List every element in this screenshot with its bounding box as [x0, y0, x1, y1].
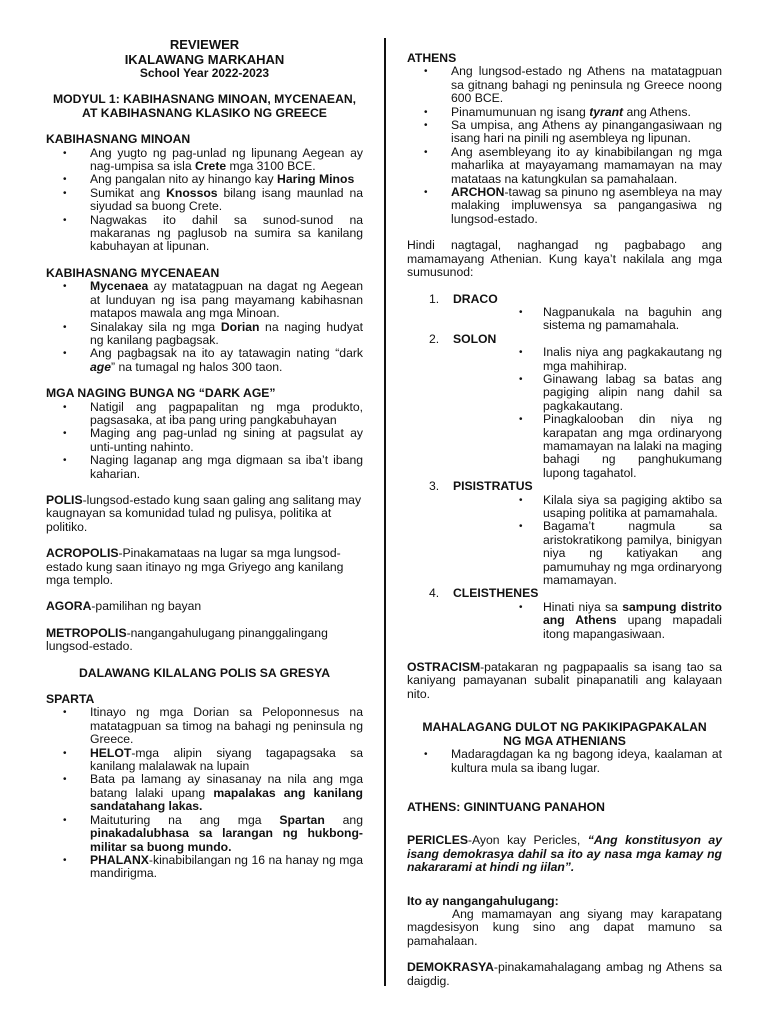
list-item: • Pinamumunuan ng isang tyrant ang Athens. [407, 106, 722, 119]
list-item: • ARCHON-tawag sa pinuno ng asembleya na may malaking impluwensya sa pangangasiwa ng lungsod-estado. [407, 186, 722, 226]
list-item: • HELOT-mga alipin siyang tagapagsaka sa kanilang malalawak na lupain [46, 747, 363, 774]
right-column [407, 52, 722, 988]
list-item: • Bata pa lamang ay sinasanay na nila ang mga batang lalaki upang mapalakas ang kanilang sandatahang lakas. [46, 773, 363, 813]
list-item: • Ang lungsod-estado ng Athens na matatagpuan sa gitnang bahagi ng peninsula ng Greece noong 600 BCE. [407, 65, 722, 105]
module-title-line1: MODYUL 1: KABIHASNANG MINOAN, MYCENAEAN, [52, 92, 357, 107]
leader-item: 4. CLEISTHENES • Hinati niya sa sampung distrito ang Athens upang mapadali itong mapangasiwaan. [407, 587, 722, 641]
mahalagang-dulot-list [407, 748, 722, 775]
list-item: • PHALANX-kinabibilangan ng 16 na hanay ng mga mandirigma. [46, 854, 363, 881]
list-item: • Sa umpisa, ang Athens ay pinangangasiwaan ng isang hari na pinili ng asembleya ng lipunan. [407, 119, 722, 146]
athens-intro: Hindi nagtagal, naghangad ng pagbabago ang mamamayang Athenian. Kung kaya’t nakilala ang mga sumusunod: [407, 238, 722, 280]
list-item: • Hinati niya sa sampung distrito ang Athens upang mapadali itong mapangasiwaan. [453, 601, 722, 641]
leaders-list [407, 293, 722, 642]
list-item: • Nagpanukala na baguhin ang sistema ng pamamahala. [453, 306, 722, 333]
polis-definition: POLIS-lungsod-estado kung saan galing ang salitang may kaugnayan sa komunidad tulad ng pulisya, politika at politiko. [46, 492, 362, 534]
meaning-text: Ang mamamayan ang siyang may karapatang magdesisyon kung sino ang dapat mamuno sa pamahalaan. [407, 906, 722, 948]
leader-name: CLEISTHENES [453, 586, 539, 601]
leader-item: 2. SOLON • Inalis niya ang pagkakautang ng mga mahihirap. • Ginawang labag sa batas ang pagiging alipin nang dahil sa pagkakautang. • Pinagkalooban din niya ng karapatan ang mga ordinaryong mamamayan na lalaki na maging bahagi ng panghukumang lupong tagahatol. [407, 333, 722, 480]
list-item: • Sumikat ang Knossos bilang isang maunlad na siyudad sa buong Crete. [46, 187, 363, 214]
meaning-heading: Ito ay nangangahulugang: [407, 893, 559, 908]
sparta-heading: SPARTA [46, 692, 95, 707]
list-item: • Madaragdagan ka ng bagong ideya, kaalaman at kultura mula sa ibang lugar. [407, 748, 722, 775]
list-item: • Ang pagbagsak na ito ay tatawagin nating “dark age” na tumagal ng halos 300 taon. [46, 347, 363, 374]
minoan-heading: KABIHASNANG MINOAN [46, 132, 191, 147]
dark-age-list [46, 401, 363, 481]
list-item: • Ginawang labag sa batas ang pagiging alipin nang dahil sa pagkakautang. [453, 373, 722, 413]
leader-item: 1. DRACO • Nagpanukala na baguhin ang sistema ng pamamahala. [407, 293, 722, 333]
athens-list [407, 65, 722, 226]
mycenaean-list [46, 280, 363, 374]
list-item: • Kilala siya sa pagiging aktibo sa usaping politika at pamamahala. [453, 494, 722, 521]
school-year: School Year 2022-2023 [139, 66, 270, 80]
list-item: • Natigil ang pagpapalitan ng mga produkto, pagsasaka, at iba pang uring pangkabuhayan [46, 401, 363, 428]
list-item: • Naging laganap ang mga digmaan sa iba’t ibang kaharian. [46, 454, 363, 481]
column-divider [384, 38, 386, 986]
minoan-list [46, 147, 363, 254]
list-item: • Maging ang pag-unlad ng sining at pagsulat ay unti-unting nahinto. [46, 427, 363, 454]
mycenaean-heading: KABIHASNANG MYCENAEAN [46, 265, 220, 280]
metropolis-definition: METROPOLIS-nangangahulugang pinanggalingang lungsod-estado. [46, 625, 328, 654]
list-item: • Ang yugto ng pag-unlad ng lipunang Aegean ay nag-umpisa sa isla Crete mga 3100 BCE. [46, 147, 363, 174]
athens-heading: ATHENS [407, 51, 457, 65]
sparta-list [46, 706, 363, 880]
dalawang-polis-heading: DALAWANG KILALANG POLIS SA GRESYA [79, 665, 330, 680]
list-item: • Pinagkalooban din niya ng karapatan ang mga ordinaryong mamamayan na lalaki na maging bahagi ng panghukumang lupong tagahatol. [453, 413, 722, 480]
list-item: • Bagama’t nagmula sa aristokratikong pamilya, binigyan niya ng katiyakan ang pamumuhay ng mga ordinaryong mamamayan. [453, 520, 722, 587]
ginintuang-panahon-heading: ATHENS: GININTUANG PANAHON [407, 799, 605, 814]
doc-title: REVIEWER [169, 37, 240, 52]
doc-subtitle: IKALAWANG MARKAHAN [124, 51, 285, 67]
list-item: • Ang pangalan nito ay hinango kay Haring Minos [46, 173, 363, 186]
list-item: • Mycenaea ay matatagpuan na dagat ng Aegean at lunduyan ng isa pang mayamang kabihasnan matapos mawala ang mga Minoan. [46, 280, 363, 320]
leader-name: DRACO [453, 291, 498, 306]
leader-item: 3. PISISTRATUS • Kilala siya sa pagiging aktibo sa usaping politika at pamamahala. • Bagama’t nagmula sa aristokratikong pamilya, binigyan niya ng katiyakan ang pamumuhay ng mga ordinaryong mamamayan. [407, 480, 722, 587]
list-item: • Sinalakay sila ng mga Dorian na naging hudyat ng kanilang pagbagsak. [46, 321, 363, 348]
list-item: • Inalis niya ang pagkakautang ng mga mahihirap. [453, 346, 722, 373]
dark-age-heading: MGA NAGING BUNGA NG “DARK AGE” [46, 386, 276, 401]
ostracism-definition: OSTRACISM-patakaran ng pagpapaalis sa isang tao sa kaniyang pamayanan subalit pinapanatili ang kalayaan nito. [407, 660, 722, 701]
list-item: • Nagwakas ito dahil sa sunod-sunod na makaranas ng paglusob na sumira sa kanilang kabuhayan at lipunan. [46, 214, 363, 254]
left-column [46, 38, 363, 881]
module-title-line2: AT KABIHASNANG KLASIKO NG GREECE [82, 105, 327, 120]
mahalagang-dulot-heading-1: MAHALAGANG DULOT NG PAKIKIPAGPAKALAN [422, 720, 707, 735]
list-item: • Ang asembleyang ito ay kinabibilangan ng mga maharlika at mayayamang mamamayan na may matataas na katungkulan sa pamahalaan. [407, 146, 722, 186]
leader-name: PISISTRATUS [453, 479, 533, 494]
agora-definition: AGORA-pamilihan ng bayan [46, 599, 202, 614]
list-item: • Maituturing na ang mga Spartan ang pinakadalubhasa sa larangan ng hukbong-militar sa buong mundo. [46, 814, 363, 854]
list-item: • Itinayo ng mga Dorian sa Peloponnesus na matatagpuan sa timog na bahagi ng peninsula ng Greece. [46, 706, 363, 746]
mahalagang-dulot-heading-2: NG MGA ATHENIANS [503, 733, 626, 748]
demokrasya-definition: DEMOKRASYA-pinakamahalagang ambag ng Athens sa daigdig. [407, 960, 722, 988]
pericles-quote: PERICLES-Ayon kay Pericles, “Ang konstitusyon ay isang demokrasya dahil sa ito ay nasa mga kamay ng nakararami at hindi ng iilan”. [407, 833, 722, 875]
leader-name: SOLON [453, 331, 497, 346]
acropolis-definition: ACROPOLIS-Pinakamataas na lugar sa mga lungsod-estado kung saan itinayo ng mga Griyego ang kanilang mga templo. [46, 546, 344, 587]
